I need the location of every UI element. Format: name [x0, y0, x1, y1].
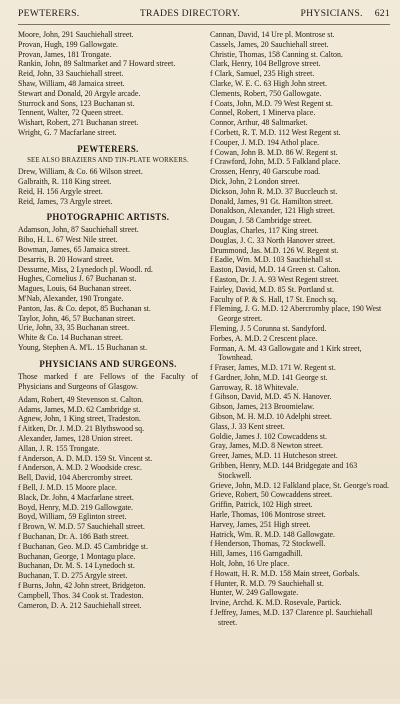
running-head-right: PHYSICIANS.: [300, 8, 363, 19]
directory-entry: Wright, G. 7 Macfarlane street.: [18, 127, 117, 137]
physician-entry: Dick, John, 2 London street.: [210, 176, 300, 186]
photographer-entry: Bowman, James, 65 Jamaica street.: [18, 245, 130, 255]
physician-entry: Campbell, Thos. 34 Cook st. Tradeston.: [18, 590, 144, 600]
physician-entry: f Howatt, H. R. M.D. 158 Main street, Gorbals.: [210, 568, 360, 578]
physician-entry: Goldie, James J. 102 Cowcaddens st.: [210, 431, 328, 441]
physician-entry: Harle, Thomas, 106 Montrose street.: [210, 510, 326, 520]
physician-entry: Faculty of P. & S. Hall, 17 St. Enoch sq.: [210, 294, 338, 304]
physician-entry: Dougan, J. 58 Cambridge street.: [210, 216, 312, 226]
physician-entry: f Couper, J. M.D. 194 Athol place.: [210, 137, 320, 147]
physician-entry: Gibson, James, 213 Broomielaw.: [210, 402, 315, 412]
photographer-entry: Panton, Jas. & Co. depot, 85 Buchanan st.: [18, 303, 151, 313]
physician-entry: Allan, J. R. 155 Trongate.: [18, 443, 100, 453]
physician-entry: Hunter, W. 249 Gallowgate.: [210, 588, 299, 598]
physician-entry: f Anderson, A. D. M.D. 159 St. Vincent st.: [18, 453, 153, 463]
photographer-entry: Young, Stephen A. M'L. 15 Buchanan st.: [18, 343, 148, 353]
physicians-section-note: Those marked f are Fellows of the Faculty of Physicians and Surgeons of Glasgow.: [18, 371, 198, 391]
physician-entry: Christie, Thomas, 158 Canning st. Calton.: [210, 49, 343, 59]
physicians-section-title: PHYSICIANS AND SURGEONS.: [39, 358, 177, 369]
photographer-entry: Bibo, H. L. 67 West Nile street.: [18, 235, 118, 245]
physician-entry: f Fraser, James, M.D. 171 W. Regent st.: [210, 363, 336, 373]
directory-entry: Reid, John, 33 Sauchiehall street.: [18, 69, 124, 79]
physician-entry: f Coats, John, M.D. 79 West Regent st.: [210, 98, 333, 108]
pewterer-entry: Galbraith, R. 118 King street.: [18, 177, 112, 187]
pewterers-section-subtitle: SEE ALSO BRAZIERS AND TIN-PLATE WORKERS.: [27, 156, 189, 164]
physician-entry: Gray, James, M.D. 8 Newton street.: [210, 441, 323, 451]
pewterer-entry: Drew, William, & Co. 66 Wilson street.: [18, 167, 143, 177]
physician-entry: f Burns, John, 42 John street, Bridgeton.: [18, 580, 146, 590]
physician-entry: Connor, Arthur, 48 Saltmarket.: [210, 118, 308, 128]
directory-entry: Wishart, Robert, 271 Buchanan street.: [18, 118, 139, 128]
physician-entry: f Eadie, Wm. M.D. 103 Sauchiehall st.: [210, 255, 333, 265]
photographer-entry: Hughes, Cornelius J. 67 Buchanan st.: [18, 274, 137, 284]
physician-entry: f Aitken, Dr. J. M.D. 21 Blythswood sq.: [18, 424, 145, 434]
physician-entry: f Fleming, J. G. M.D. 12 Abercromby place, 190 West George street.: [210, 304, 382, 324]
physician-entry: Cameron, D. A. 212 Sauchiehall street.: [18, 600, 142, 610]
physician-entry: Garroway, R. 18 Whitevale.: [210, 382, 299, 392]
physician-entry: Fairley, David, M.D. 85 St. Portland st.: [210, 284, 334, 294]
running-head-middle: TRADES DIRECTORY.: [139, 8, 241, 19]
running-head-right-wrap: [300, 8, 390, 20]
physician-entry: Donaldson, Alexander, 121 High street.: [210, 206, 335, 216]
physician-entry: f Crawford, John, M.D. 5 Falkland place.: [210, 157, 341, 167]
pewterers-entries: [18, 167, 198, 206]
photographer-entry: Desarris, B. 20 Howard street.: [18, 254, 114, 264]
physician-entry: Greer, James, M.D. 11 Hutcheson street.: [210, 451, 338, 461]
pewterer-entry: Reid, James, 73 Argyle street.: [18, 196, 113, 206]
running-head: [18, 8, 390, 25]
physician-entry: Dickson, John R. M.D. 37 Buccleuch st.: [210, 186, 338, 196]
page-columns: [18, 30, 390, 704]
photographer-entry: Adamson, John, 87 Sauchiehall street.: [18, 225, 139, 235]
physician-entry: Donald, James, 91 Gt. Hamilton street.: [210, 196, 333, 206]
physician-entry: Gibson, M. H. M.D. 10 Adelphi street.: [210, 412, 332, 422]
physician-entry: f Brown, W. M.D. 57 Sauchiehall street.: [18, 522, 145, 532]
physician-entry: f Bell, J. M.D. 15 Moore place.: [18, 482, 117, 492]
right-column: [210, 30, 390, 704]
physician-entry: Forbes, A. M.D. 2 Crescent place.: [210, 333, 318, 343]
physician-entry: Clark, Henry, 104 Bellgrove street.: [210, 59, 321, 69]
physician-entry: Grieve, John, M.D. 12 Falkland place, St. George's road.: [210, 480, 389, 490]
physician-entry: Hill, James, 116 Garngadhill.: [210, 549, 303, 559]
physician-entry: f Buchanan, Geo. M.D. 45 Cambridge st.: [18, 541, 148, 551]
pewterer-entry: Reid, H. 156 Argyle street.: [18, 186, 103, 196]
physician-entry: Forman, A. M. 43 Gallowgate and 1 Kirk street, Townhead.: [210, 343, 362, 363]
photographic-entries: [18, 225, 198, 352]
directory-entry: Moore, John, 291 Sauchiehall street.: [18, 30, 134, 39]
left-column: [18, 30, 198, 704]
directory-entry: Rankin, John, 89 Saltmarket and 7 Howard street.: [18, 59, 176, 69]
physician-entry: Adam, Robert, 49 Stevenson st. Calton.: [18, 394, 144, 404]
physician-entry: Buchanan, Dr. M. S. 14 Lynedoch st.: [18, 561, 135, 571]
photographer-entry: Taylor, John, 46, 57 Buchanan street.: [18, 313, 136, 323]
physician-entry: Grieve, Robert, 50 Cowcaddens street.: [210, 490, 333, 500]
directory-entry: Stewart and Donald, 20 Argyle arcade.: [18, 88, 141, 98]
photographer-entry: Dessurne, Miss, 2 Lynedoch pl. Woodl. rd.: [18, 264, 153, 274]
physician-entry: Griffin, Patrick, 102 High street.: [210, 500, 313, 510]
photographer-entry: White & Co. 14 Buchanan street.: [18, 333, 123, 343]
physician-entry: f Gardner, John, M.D. 141 George st.: [210, 372, 328, 382]
physician-entry: Harvey, James, 251 High street.: [210, 519, 311, 529]
physicians-entries-right: [210, 30, 390, 628]
photographer-entry: Urie, John, 33, 35 Buchanan street.: [18, 323, 130, 333]
physician-entry: f Jeffrey, James, M.D. 137 Clarence pl. Sauchiehall street.: [210, 608, 373, 627]
physician-entry: Clements, Robert, 750 Gallowgate.: [210, 88, 322, 98]
physician-entry: f Gibson, David, M.D. 45 N. Hanover.: [210, 392, 332, 402]
physician-entry: Holt, John, 16 Ure place.: [210, 559, 290, 569]
physician-entry: Gribben, Henry, M.D. 144 Bridgegate and 163 Stockwell.: [210, 461, 358, 480]
physician-entry: f Corbett, R. T. M.D. 112 West Regent st.: [210, 127, 341, 137]
physician-entry: Douglas, J. C. 33 North Hanover street.: [210, 235, 335, 245]
directory-entry: Tennent, Walter, 72 Queen street.: [18, 108, 124, 118]
physician-entry: Glass, J. 33 Kent street.: [210, 421, 285, 431]
physician-entry: Drummond, Jas. M.D. 126 W. Regent st.: [210, 245, 339, 255]
photographer-entry: M'Nab, Alexander, 190 Trongate.: [18, 294, 124, 304]
physician-entry: f Cowan, John B. M.D. 86 W. Regent st.: [210, 147, 338, 157]
physician-entry: Easton, David, M.D. 14 Green st. Calton.: [210, 265, 341, 275]
physician-entry: Agnew, John, 1 King street, Tradeston.: [18, 414, 141, 424]
photographer-entry: Magues, Louis, 64 Buchanan street.: [18, 284, 132, 294]
physician-entry: f Buchanan, Dr. A. 186 Bath street.: [18, 531, 129, 541]
physician-entry: f Hunter, R. M.D. 79 Sauchiehall st.: [210, 578, 324, 588]
directory-entry: Shaw, William, 48 Jamaica street.: [18, 78, 125, 88]
physician-entry: f Clark, Samuel, 235 High street.: [210, 69, 315, 79]
page-number: 621: [374, 8, 390, 19]
physician-entry: Buchanan, George, 1 Montagu place.: [18, 551, 136, 561]
physician-entry: Black, Dr. John, 4 Macfarlane street.: [18, 492, 134, 502]
physician-entry: Connel, Robert, 1 Minerva place.: [210, 108, 316, 118]
physician-entry: Buchanan, T. D. 275 Argyle street.: [18, 571, 128, 581]
photographic-section-title: PHOTOGRAPHIC ARTISTS.: [46, 212, 170, 223]
physician-entry: f Easton, Dr. J. A. 93 West Regent street.: [210, 274, 339, 284]
physician-entry: Cannan, David, 14 Ure pl. Montrose st.: [210, 30, 335, 39]
directory-entry: Provan, Hugh, 199 Gallowgate.: [18, 39, 118, 49]
pewterers-section-title: PEWTERERS.: [77, 143, 139, 154]
physician-entry: Cassels, James, 20 Sauchiehall street.: [210, 39, 329, 49]
physician-entry: Adams, James, M.D. 62 Cambridge st.: [18, 404, 141, 414]
directory-entry: Provan, James, 181 Trongate.: [18, 49, 112, 59]
physician-entry: Douglas, Charles, 117 King street.: [210, 225, 319, 235]
physicians-entries-left: [18, 395, 198, 611]
physician-entry: Boyd, William, 59 Eglinton street.: [18, 512, 127, 522]
running-head-left: PEWTERERS.: [18, 8, 80, 19]
physician-entry: Boyd, Henry, M.D. 219 Gallowgate.: [18, 502, 133, 512]
physician-entry: Crossen, Henry, 40 Garscube road.: [210, 167, 321, 177]
left-top-entries: [18, 30, 198, 138]
physician-entry: Irvine, Archd. K. M.D. Rosevale, Partick.: [210, 598, 342, 608]
physician-entry: Bell, David, 104 Abercromby street.: [18, 473, 133, 483]
physician-entry: Fleming, J. 5 Corunna st. Sandyford.: [210, 323, 327, 333]
physician-entry: f Anderson, A. M.D. 2 Woodside cresc.: [18, 463, 142, 473]
physician-entry: Hatrick, Wm. R. M.D. 148 Gallowgate.: [210, 529, 335, 539]
physician-entry: Alexander, James, 128 Union street.: [18, 434, 133, 443]
physician-entry: f Henderson, Thomas, 72 Stockwell.: [210, 539, 326, 549]
physician-entry: Clarke, W. E. C. 63 High John street.: [210, 78, 328, 88]
directory-entry: Sturrock and Sons, 123 Buchanan st.: [18, 98, 135, 108]
